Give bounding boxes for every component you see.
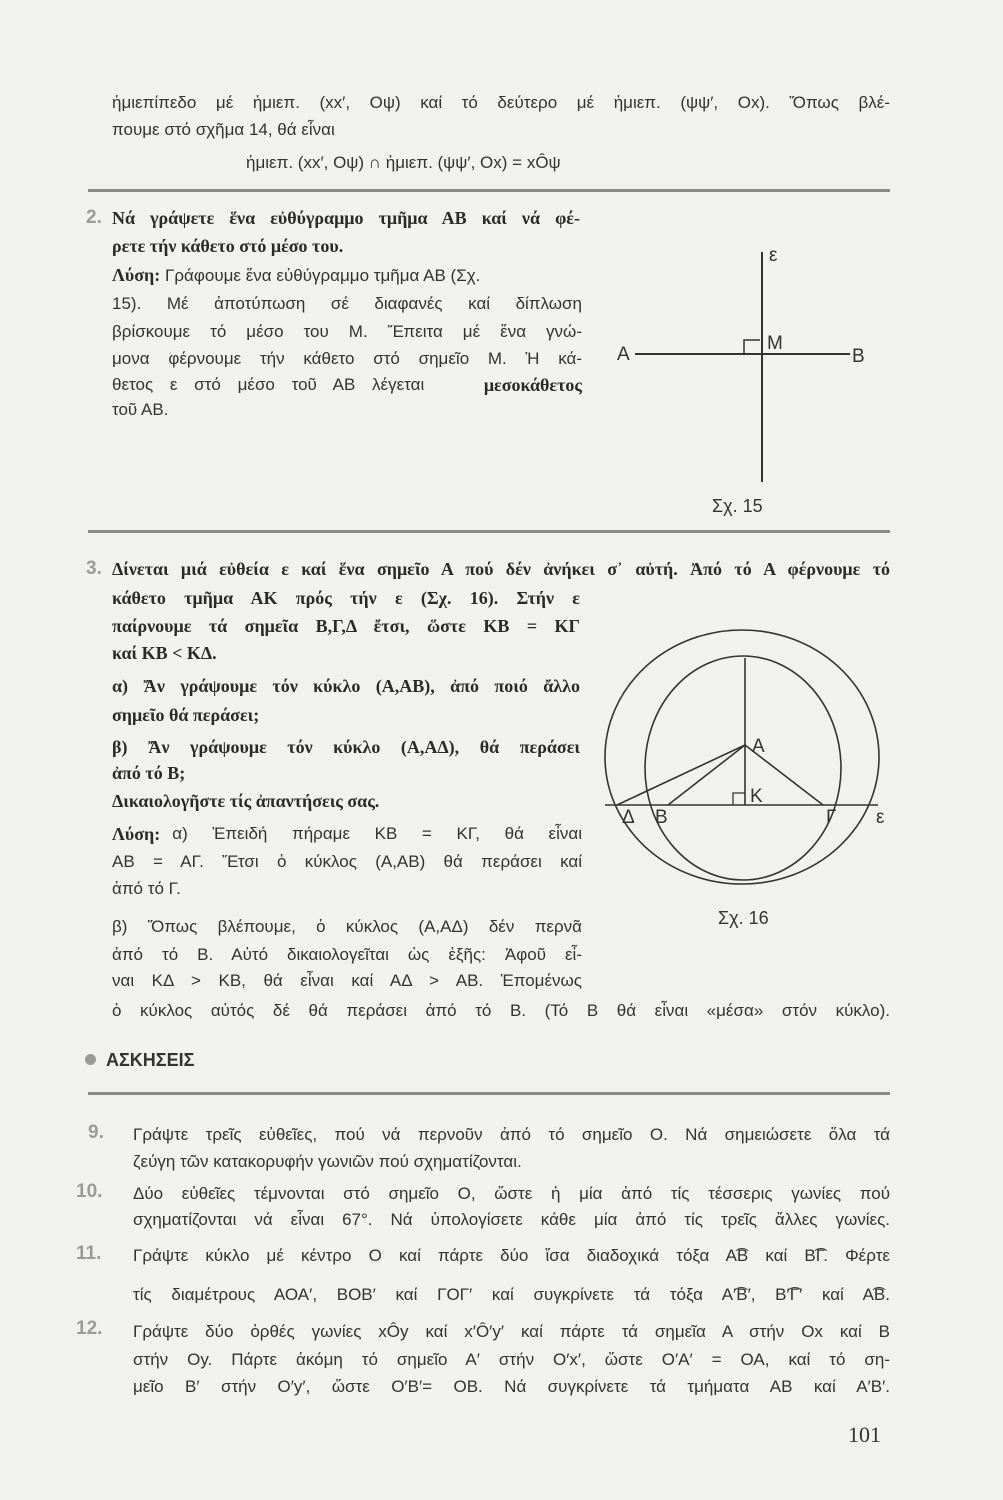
question-a: σημεῖο θά περάσει;: [112, 705, 260, 725]
exercise-line: Γράψτε κύκλο μέ κέντρο Ο καί πάρτε δύο ἴσα διαδοχικά τόξα Α͡Β καί Β͡Γ. Φέρτε: [133, 1246, 890, 1265]
question-b: β) Ἄν γράψουμε τόν κύκλο (Α,ΑΔ), θά περάσει: [112, 737, 580, 757]
label-a: Α: [617, 344, 630, 365]
label-b: Β: [852, 346, 865, 367]
problem-statement: Δίνεται μιά εὐθεία ε καί ἕνα σημεῖο Α πού δέν ἀνήκει σ᾽ αὐτή. Ἀπό τό Α φέρνουμε τό: [112, 559, 890, 579]
solution-line: ναι ΚΔ > ΚΒ, θά εἶναι καί ΑΔ > ΑΒ. Ἑπομένως: [112, 971, 582, 990]
solution-line: [112, 823, 582, 845]
label-e: ε: [769, 245, 778, 266]
solution-line: τοῦ ΑΒ.: [112, 400, 169, 419]
problem-number: 2.: [86, 207, 102, 228]
instruction: Δικαιολογῆστε τίς ἀπαντήσεις σας.: [112, 791, 380, 811]
exercise-line: ζεύγη τῶν κατακορυφήν γωνιῶν πού σχηματίζονται.: [133, 1152, 522, 1171]
figure-caption: Σχ. 16: [718, 908, 769, 928]
question-b: ἀπό τό Β;: [112, 763, 186, 783]
label-e: ε: [876, 807, 885, 828]
exercise-number: 12.: [76, 1318, 103, 1339]
page-number: 101: [848, 1422, 881, 1447]
exercise-line: σχηματίζονται νά εἶναι 67°. Νά ὑπολογίσετε κάθε μία ἀπό τίς τρεῖς ἄλλες γωνίες.: [133, 1210, 890, 1229]
solution-label: Λύση:: [112, 265, 161, 285]
solution-line: μονα φέρνουμε τήν κάθετο στό σημεῖο Μ. Ἡ κά-: [112, 349, 582, 368]
exercise-number: 9.: [88, 1122, 104, 1143]
solution-line: 15). Μέ ἀποτύπωση σέ διαφανές καί δίπλωση: [112, 294, 582, 313]
solution-line: βρίσκουμε τό μέσο του Μ. Ἔπειτα μέ ἕνα γνώ-: [112, 322, 582, 341]
divider: [88, 1092, 890, 1095]
exercise-line: στήν Οy. Πάρτε ἀκόμη τό σημεῖο Α′ στήν Ο′x′, ὥστε Ο′Α′ = ΟΑ, καί τό ση-: [133, 1350, 890, 1369]
exercise-number: 10.: [76, 1181, 103, 1202]
exercise-line: τίς διαμέτρους ΑΟΑ′, ΒΟΒ′ καί ΓΟΓ′ καί συγκρίνετε τά τόξα Α′͡Β′, Β′͡Γ′ καί Α͡Β.: [133, 1285, 890, 1304]
solution-line: ἀπό τό Γ.: [112, 879, 181, 898]
circle-a-ab: [645, 656, 841, 880]
exercise-line: μεῖο Β′ στήν Ο′y′, ὥστε Ο′Β′= ΟΒ. Νά συγκρίνετε τά τμήματα ΑΒ καί Α′Β′.: [133, 1377, 890, 1396]
label-a: Α: [752, 736, 765, 757]
term-mesokathetos: μεσοκάθετος: [483, 375, 582, 395]
problem-statement: καί ΚΒ < ΚΔ.: [112, 643, 217, 663]
section-heading: ΑΣΚΗΣΕΙΣ: [106, 1050, 195, 1070]
exercise-line: Γράψτε τρεῖς εὐθεῖες, πού νά περνοῦν ἀπό τό σημεῖο Ο. Νά σημειώσετε ὅλα τά: [133, 1125, 890, 1144]
solution-label: Λύση:: [112, 824, 161, 844]
figure-caption: Σχ. 15: [712, 496, 763, 516]
problem-number: 3.: [86, 558, 102, 579]
exercise-line: Γράψτε δύο ὀρθές γωνίες xÔy καί x′Ô′y′ καί πάρτε τά σημεῖα Α στήν Οx καί Β: [133, 1322, 890, 1341]
problem-statement: ρετε τήν κάθετο στό μέσο του.: [112, 236, 344, 256]
question-a: α) Ἄν γράψουμε τόν κύκλο (Α,ΑΒ), ἀπό ποιό ἄλλο: [112, 676, 580, 696]
problem-statement: Νά γράψετε ἕνα εὐθύγραμμο τμῆμα ΑΒ καί νά φέ-: [112, 208, 580, 228]
problem-statement: παίρνουμε τά σημεῖα Β,Γ,Δ ἔτσι, ὥστε ΚΒ = ΚΓ: [112, 616, 580, 636]
figure-16: [605, 630, 879, 884]
solution-line: ΑΒ = ΑΓ. Ἔτσι ὁ κύκλος (Α,ΑΒ) θά περάσει καί: [112, 852, 582, 871]
formula: ἡμιεπ. (xx′, Oψ) ∩ ἡμιεπ. (ψψ′, Ox) = xÔψ: [246, 153, 561, 172]
solution-line: β) Ὅπως βλέπουμε, ὁ κύκλος (Α,ΑΔ) δέν περνᾶ: [112, 917, 582, 936]
label-b: Β: [655, 807, 668, 828]
exercise-number: 11.: [76, 1243, 102, 1264]
label-d: Δ: [622, 807, 635, 828]
solution-line: ὁ κύκλος αὐτός δέ θά περάσει ἀπό τό Β. (Τό Β θά εἶναι «μέσα» στόν κύκλο).: [112, 1001, 890, 1020]
label-k: Κ: [750, 786, 763, 807]
label-g: Γ: [826, 807, 837, 828]
exercise-line: Δύο εὐθεῖες τέμνονται στό σημεῖο Ο, ὥστε ἡ μία ἀπό τίς τέσσερις γωνίες πού: [133, 1184, 890, 1203]
label-m: Μ: [767, 333, 783, 354]
right-angle-mark: [744, 340, 760, 354]
intro-line: πουμε στό σχῆμα 14, θά εἶναι: [112, 120, 335, 139]
divider: [88, 530, 890, 533]
solution-line: ἀπό τό Β. Αὐτό δικαιολογεῖται ὡς ἑξῆς: Ἀφοῦ εἶ-: [112, 945, 582, 964]
bullet-icon: [85, 1054, 96, 1065]
figure-15: [635, 252, 850, 482]
right-angle-mark: [733, 793, 745, 805]
segment-ad: [617, 745, 745, 805]
solution-text: θετος ε στό μέσο τοῦ ΑΒ λέγεται: [112, 375, 425, 394]
solution-text: Γράφουμε ἕνα εὐθύγραμμο τμῆμα ΑΒ (Σχ.: [165, 266, 481, 285]
problem-statement: κάθετο τμῆμα ΑΚ πρός τήν ε (Σχ. 16). Στήν ε: [112, 588, 580, 608]
solution-text: α) Ἐπειδή πήραμε ΚΒ = ΚΓ, θά εἶναι: [172, 824, 582, 843]
intro-line: ἡμιεπίπεδο μέ ἡμιεπ. (xx′, Oψ) καί τό δεύτερο μέ ἡμιεπ. (ψψ′, Ox). Ὅπως βλέ-: [112, 93, 890, 112]
